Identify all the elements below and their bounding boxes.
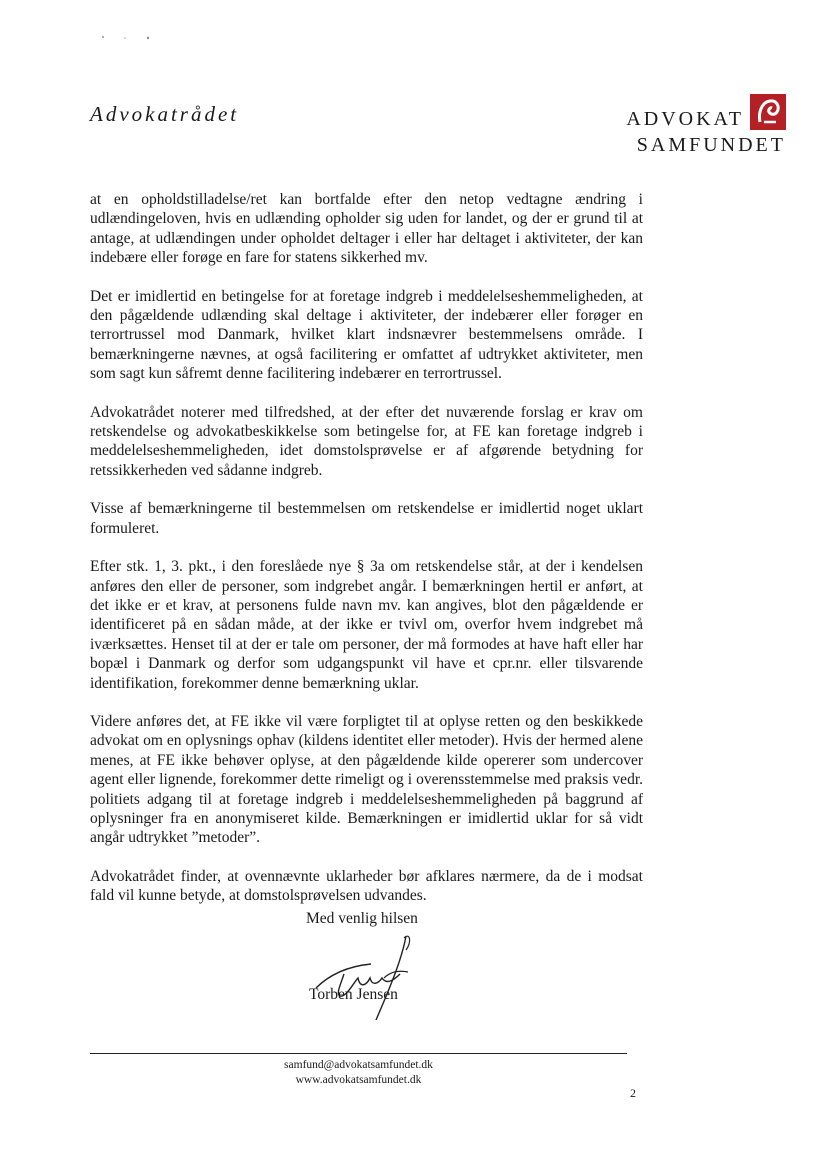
paragraph: Advokatrådet finder, at ovennævnte uklarheder bør afklares nærmere, da de i modsat fald vil kunne betyde, at domstolsprøvelsen udvandes. <box>90 867 643 905</box>
footer-website: www.advokatsamfundet.dk <box>295 1074 422 1086</box>
letter-body <box>90 190 643 925</box>
footer-divider <box>90 1053 627 1054</box>
closing-salutation: Med venlig hilsen <box>306 910 418 927</box>
scan-speck-mark <box>100 33 160 41</box>
footer-contact <box>90 1058 627 1088</box>
logo-text-top: ADVOKAT <box>626 108 744 130</box>
paragraph: Advokatrådet noterer med tilfredshed, at der efter det nuværende forslag er krav om retskendelse og advokatbeskikkelse som betingelse for, at FE kan foretage indgreb i meddelelseshemmeligheden, idet domstolsprøvelse er af afgørende betydning for retssikkerheden ved sådanne indgreb. <box>90 403 643 479</box>
signer-name: Torben Jensen <box>309 986 398 1003</box>
logo-text-bottom: SAMFUNDET <box>636 134 786 156</box>
paragraph: Visse af bemærkningerne til bestemmelsen om retskendelse er imidlertid noget uklart formuleret. <box>90 500 643 537</box>
paragraph: Efter stk. 1, 3. pkt., i den foreslåede nye § 3a om retskendelse står, at der i kendelsen anføres den eller de personer, som indgrebet angår. I bemærkningen hertil er anført, at det ikke er et krav, at personens fulde navn mv. kan angives, blot den pågældende er identificeret på en sådan måde, at der ikke er tvivl om, overfor hvem indgrebet må iværksættes. Henset til at der er tale om personer, der må formodes at have haft eller har bopæl i Danmark og derfor som udgangspunkt vil have et cpr.nr. eller tilsvarende identifikation, forekommer denne bemærkning uklar. <box>90 558 643 692</box>
logo-emblem-icon <box>750 94 786 130</box>
advokatsamfundet-logo <box>526 94 786 154</box>
footer-email: samfund@advokatsamfundet.dk <box>284 1059 433 1071</box>
paragraph: Videre anføres det, at FE ikke vil være forpligtet til at oplyse retten og den beskikkede advokat om en oplysnings ophav (kildens identitet eller metoder). Hvis der hermed alene menes, at FE ikke behøver oplyse, at den pågældende kilde opererer som undercover agent eller lignende, forekommer dette rimeligt og i overensstemmelse med praksis vedr. politiets adgang til at foretage indgreb i meddelelseshemmeligheden på baggrund af oplysninger fra en anonymiseret kilde. Bemærkningen er imidlertid uklar for så vidt angår udtrykket ”metoder”. <box>90 712 643 847</box>
page-number: 2 <box>630 1086 636 1100</box>
header-left-title: Advokatrådet <box>90 102 240 126</box>
paragraph: at en opholdstilladelse/ret kan bortfalde efter den netop vedtagne ændring i udlændingeloven, hvis en udlænding opholder sig uden for landet, og der er grund til at antage, at udlændingen under opholdet deltager i eller har deltaget i aktiviteter, der kan indebære eller forøge en fare for statens sikkerhed mv. <box>90 191 643 267</box>
handwritten-signature <box>296 928 426 1028</box>
paragraph: Det er imidlertid en betingelse for at foretage indgreb i meddelelseshemmeligheden, at den pågældende udlænding skal deltage i aktiviteter, der indebærer eller forøger en terrortrussel mod Danmark, hvilket klart indsnævrer bestemmelsens område. I bemærkningerne nævnes, at også facilitering er omfattet af udtrykket aktiviteter, men som sagt kun såfremt denne facilitering indebærer en terrortrussel. <box>90 287 643 383</box>
